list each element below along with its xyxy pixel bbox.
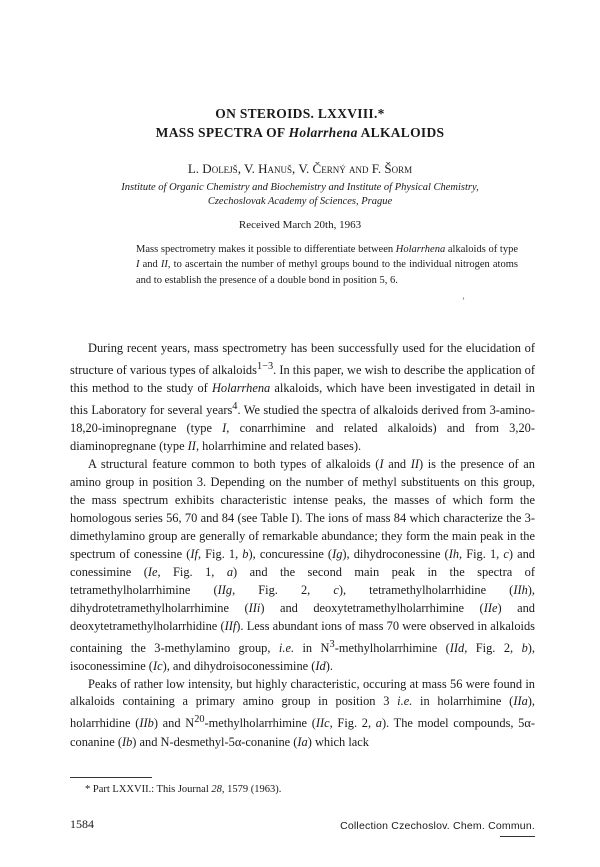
paragraph-3: Peaks of rather low intensity, but highly characteristic, occuring at mass 56 were found in alkaloids containing a primary amino group in position 3 i.e. in holarrhimine (IIa), holarrhidine (IIb) and $N^{20}$-methylholarrhimine (IIc, Fig. 2, a). The model compounds, 5α-conanine (Ib) and N-desmethyl-5α-conanine (Ia) which lack	[70, 676, 536, 749]
abstract: Mass spectrometry makes it possible to differentiate between Holarrhena alkaloids of type I and II, to ascertain the number of methyl groups bound to the individual nitrogen atoms and to establish the presence of a double bond in position 5, 6.	[136, 244, 518, 286]
authors: L. Dolejš, V. Hanuš, V. Černý and F. Šorm	[187, 161, 413, 176]
received-date: Received March 20th, 1963	[238, 219, 362, 231]
journal-name: Collection Czechoslov. Chem. Commun.	[340, 820, 535, 832]
article-title-line-1: ON STEROIDS. LXXVIII.*	[215, 106, 385, 121]
stray-mark: ʼ	[462, 296, 465, 306]
paragraph-1: During recent years, mass spectrometry has been successfully used for the elucidation of structure of various types of alkaloids$^{1-3}$. In this paper, we wish to describe the application of this method to the study of Holarrhena alkaloids, which have been investigated in detail in this Laboratory for several years$^4$. We studied the spectra of alkaloids derived from 3-amino-18,20-iminopregnane (type I, conarrhimine and related alkaloids) and from 3,20-diaminopregnane (type II, holarrhimine and related bases).	[70, 341, 536, 454]
journal-underline	[500, 836, 535, 837]
article-title-line-2: MASS SPECTRA OF Holarrhena ALKALOIDS	[155, 125, 445, 140]
body-text	[70, 340, 535, 751]
footnote-rule	[70, 777, 152, 778]
institution-line-2: Czechoslovak Academy of Sciences, Prague	[207, 196, 393, 207]
institution-line-1: Institute of Organic Chemistry and Biochemistry and Institute of Physical Chemistry,	[121, 182, 479, 193]
footnote: * Part LXXVII.: This Journal 28, 1579 (1963).	[85, 784, 282, 795]
page-number: 1584	[70, 817, 94, 831]
paragraph-2: A structural feature common to both types of alkaloids (I and II) is the presence of an amino group in position 3. Depending on the number of methyl substituents on this group, the mass spectrum exhibits characteristic intense peaks, the masses of which form the homologous series 56, 70 and 84 (see Table I). The ions of mass 84 which characterize the 3-dimethylamino group are generally of remarkable abundance; they form the main peak in the spectrum of conessine (If, Fig. 1, b), concuressine (Ig), dihydroconessine (Ih, Fig. 1, c) and conessimine (Ie, Fig. 1, a) and the second main peak in the spectra of tetramethylholarrhimine (IIg, Fig. 2, c), tetramethylholarrhidine (IIh), dihydrotetramethylholarrhimine (IIi) and deoxytetramethylholarrhimine (IIe) and deoxytetramethylholarrhidine (IIf). Less abundant ions of mass 70 were observed in alkaloids containing the 3-methylamino group, i.e. in $N^3$-methylholarrhimine (IId, Fig. 2, b), isoconessimine (Ic), and dihydroisoconessimine (Id).	[70, 456, 536, 673]
